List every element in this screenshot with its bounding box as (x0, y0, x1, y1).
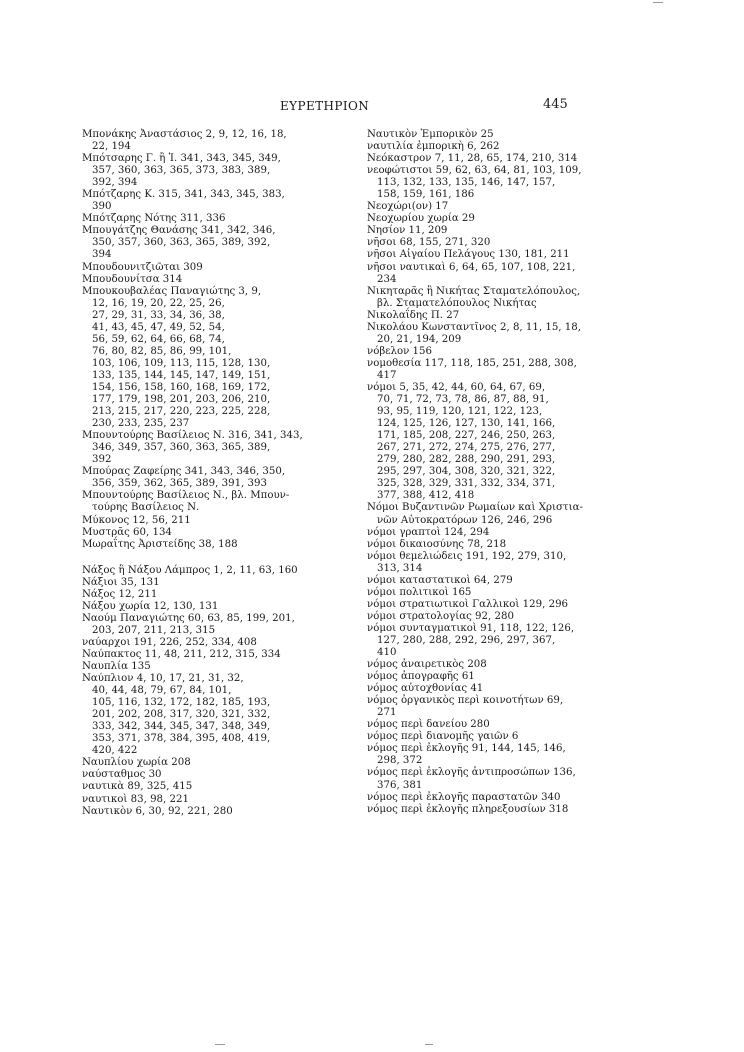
scan-mark (425, 1044, 433, 1045)
index-entry (82, 806, 312, 818)
index-entry-line: Νικολάου Κωνσταντῖνος 2, 8, 11, 15, 18, (367, 321, 581, 333)
index-entry-continuation: 392 (92, 454, 112, 466)
index-entry-line: νόμοι θεμελιώδεις 191, 192, 279, 310, (367, 550, 567, 562)
index-entry-line: Ναυπλία 135 (82, 661, 151, 673)
index-entry (82, 577, 312, 589)
index-entry (367, 262, 594, 286)
index-entry (82, 189, 312, 213)
index-entry-continuation: 213, 215, 217, 220, 223, 225, 228, (92, 406, 271, 418)
index-entry (367, 575, 594, 587)
index-entry (367, 141, 594, 153)
scan-mark (653, 2, 663, 3)
index-entry (367, 743, 594, 767)
index-entry-line: Μπουδουνίτσα 314 (82, 273, 183, 285)
index-entry-line: νόμοι στρατιωτικοὶ Γαλλικοὶ 129, 296 (367, 598, 569, 610)
index-entry-line: Μπουδουνιτζιῶται 309 (82, 261, 203, 273)
index-entry (367, 527, 594, 539)
index-entry (367, 551, 594, 575)
index-entry-line: ναύσταθμος 30 (82, 769, 162, 781)
index-entry (82, 565, 312, 577)
index-entry-continuation: 350, 357, 360, 363, 365, 389, 392, (92, 237, 271, 249)
index-entry-line: ναυτιλία ἐμπορικὴ 6, 262 (367, 141, 500, 153)
index-entry (367, 358, 594, 382)
index-entry-line: νόμος περὶ ἐκλογῆς 91, 144, 145, 146, (367, 743, 566, 755)
index-entry-line: νόμος περὶ διανομῆς γαιῶν 6 (367, 731, 519, 743)
index-entry-continuation: 394 (92, 249, 112, 261)
index-entry (82, 515, 312, 527)
index-entry-line: Μύκονος 12, 56, 211 (82, 514, 191, 526)
index-entry-continuation: 313, 314 (377, 562, 423, 574)
index-entry (367, 804, 594, 816)
index-entry-continuation: 103, 106, 109, 113, 115, 128, 130, (92, 357, 271, 369)
index-entry-line: νομοθεσία 117, 118, 185, 251, 288, 308, (367, 357, 577, 369)
index-entry-line: Ναυτικὸν 6, 30, 92, 221, 280 (82, 805, 233, 817)
index-entry-continuation: 357, 360, 363, 365, 373, 383, 389, (92, 165, 271, 177)
index-entry-continuation: 171, 185, 208, 227, 246, 250, 263, (377, 430, 556, 442)
index-entry-line: Νησίον 11, 209 (367, 225, 448, 237)
index-entry-continuation: 390 (92, 201, 112, 213)
index-entry-continuation: 234 (377, 273, 397, 285)
index-entry-line: νόμοι γραπτοὶ 124, 294 (367, 526, 490, 538)
index-entry-line: Μωραΐτης Ἀριστείδης 38, 188 (82, 538, 238, 550)
index-entry (82, 430, 312, 466)
index-entry-continuation: 279, 280, 282, 288, 290, 291, 293, (377, 454, 556, 466)
index-entry (367, 695, 594, 719)
index-entry-line: ναυτικοὶ 83, 98, 221 (82, 793, 189, 805)
index-entry-continuation: 22, 194 (92, 141, 131, 153)
index-entry-continuation: 271 (377, 707, 397, 719)
index-entry-continuation: 127, 280, 288, 292, 296, 297, 367, (377, 634, 556, 646)
index-entry (82, 649, 312, 661)
index-entry (367, 539, 594, 551)
index-entry-line: Μπουντούρης Βασίλειος Ν., βλ. Μπουν- (82, 490, 290, 502)
index-entry-continuation: 325, 328, 329, 331, 332, 334, 371, (377, 478, 556, 490)
index-entry-line: νόμος περὶ ἐκλογῆς ἀντιπροσώπων 136, (367, 767, 576, 779)
index-entry-line: νόμοι δικαιοσύνης 78, 218 (367, 538, 507, 550)
index-entry-continuation: τούρης Βασίλειος Ν. (92, 502, 200, 514)
index-entry-line: νόμος περὶ δανείου 280 (367, 719, 490, 731)
index-entry-line: Νάξος ἢ Νάξου Λάμπρος 1, 2, 11, 63, 160 (82, 564, 298, 576)
index-entry (367, 767, 594, 791)
index-entry-line: Μυστρᾶς 60, 134 (82, 526, 172, 538)
index-entry (367, 611, 594, 623)
index-entry-line: Νικολαΐδης Π. 27 (367, 309, 460, 321)
index-entry (82, 673, 312, 757)
page-number: 445 (543, 97, 568, 112)
index-entry-line: νόμοι συνταγματικοὶ 91, 118, 122, 126, (367, 622, 575, 634)
index-entry-continuation: 267, 271, 272, 274, 275, 276, 277, (377, 442, 556, 454)
index-entry-continuation: 56, 59, 62, 64, 66, 68, 74, (92, 333, 225, 345)
index-entry (367, 382, 594, 502)
index-entry-continuation: 417 (377, 369, 397, 381)
index-entry-line: Μπότζαρης Κ. 315, 341, 343, 345, 383, (82, 189, 285, 201)
index-entry (82, 129, 312, 153)
index-entry-line: Ναύπλιον 4, 10, 17, 21, 31, 32, (82, 673, 244, 685)
index-entry-continuation: 333, 342, 344, 345, 347, 348, 349, (92, 721, 271, 733)
index-entry-line: Νάξου χωρία 12, 130, 131 (82, 600, 219, 612)
index-entry-line: Μπουκουβαλέας Παναγιώτης 3, 9, (82, 285, 262, 297)
index-entry-line: νόμοι πολιτικοὶ 165 (367, 586, 472, 598)
index-entry-continuation: 201, 202, 208, 317, 320, 321, 332, (92, 709, 271, 721)
index-entry (367, 225, 594, 237)
index-entry-line: Μπούρας Ζαφείρης 341, 343, 346, 350, (82, 466, 286, 478)
index-entry-continuation: 353, 371, 378, 384, 395, 408, 419, (92, 733, 271, 745)
index-entry-line: Ναυτικὸν Ἐμπορικὸν 25 (367, 129, 494, 140)
index-entry-continuation: 230, 233, 235, 237 (92, 418, 190, 430)
index-entry-line: Νικηταρᾶς ἢ Νικήτας Σταματελόπουλος, (367, 285, 581, 297)
index-entry (367, 731, 594, 743)
index-entry (82, 527, 312, 539)
index-entry-line: Νεόκαστρον 7, 11, 28, 65, 174, 210, 314 (367, 153, 578, 165)
index-entry (367, 599, 594, 611)
index-entry-continuation: 105, 116, 132, 172, 182, 185, 193, (92, 697, 271, 709)
index-entry (82, 153, 312, 189)
index-entry-continuation: 20, 21, 194, 209 (377, 333, 462, 345)
index-entry-continuation: βλ. Σταματελόπουλος Νικήτας (377, 297, 537, 309)
index-entry-line: Μπουντούρης Βασίλειος Ν. 316, 341, 343, (82, 430, 303, 442)
index-entry (82, 757, 312, 769)
index-entry-line: νῆσοι Αἰγαίου Πελάγους 130, 181, 211 (367, 249, 570, 261)
index-entry (367, 587, 594, 599)
index-entry (367, 213, 594, 225)
index-entry (367, 165, 594, 201)
index-entry-line: νόβελον 156 (367, 345, 432, 357)
index-entry (82, 262, 312, 274)
index-entry-continuation: 158, 159, 161, 186 (377, 189, 475, 201)
index-entry-continuation: 376, 381 (377, 779, 423, 791)
index-entry (82, 539, 312, 551)
index-entry-continuation: 298, 372 (377, 755, 423, 767)
index-entry (367, 201, 594, 213)
index-entry-line: Μπουγάτζης Θανάσης 341, 342, 346, (82, 225, 276, 237)
index-entry-line: νόμοι 5, 35, 42, 44, 60, 64, 67, 69, (367, 381, 546, 393)
index-entry-continuation: 124, 125, 126, 127, 130, 141, 166, (377, 418, 556, 430)
index-entry-line: νόμος ἀναιρετικὸς 208 (367, 659, 487, 671)
index-entry (367, 683, 594, 695)
index-entry-line: Ναούμ Παναγιώτης 60, 63, 85, 199, 201, (82, 612, 295, 624)
index-entry (82, 286, 312, 431)
index-entry-continuation: 356, 359, 362, 365, 389, 391, 393 (92, 478, 267, 490)
index-entry (82, 490, 312, 514)
index-entry-line: Νεοχωρίου χωρία 29 (367, 213, 475, 225)
index-entry-continuation: 70, 71, 72, 73, 78, 86, 87, 88, 91, (377, 394, 549, 406)
index-entry (82, 466, 312, 490)
index-entry-continuation: 93, 95, 119, 120, 121, 122, 123, (377, 406, 543, 418)
index-entry (367, 502, 594, 526)
index-entry-line: Νόμοι Βυζαντινῶν Ρωμαίων καὶ Χριστια- (367, 502, 583, 514)
index-entry-continuation: 346, 349, 357, 360, 363, 365, 389, (92, 442, 271, 454)
index-entry-continuation: 133, 135, 144, 145, 147, 149, 151, (92, 369, 271, 381)
index-entry-line: Νεοχώρι(ον) 17 (367, 201, 449, 213)
index-entry (367, 129, 594, 141)
index-entry-continuation: 41, 43, 45, 47, 49, 52, 54, (92, 321, 225, 333)
index-entry-continuation: 420, 422 (92, 745, 138, 757)
index-entry (82, 781, 312, 793)
index-entry-line: Μπότζαρης Νότης 311, 336 (82, 213, 226, 225)
index-entry-line: νῆσοι 68, 155, 271, 320 (367, 237, 491, 249)
index-entry (82, 601, 312, 613)
scan-mark (215, 1044, 225, 1045)
index-entry (82, 661, 312, 673)
index-entry-line: νόμος ἀπογραφῆς 61 (367, 671, 475, 683)
index-entry-line: Μπονάκης Ἀναστάσιος 2, 9, 12, 16, 18, (82, 129, 287, 140)
index-entry-line: νόμοι στρατολογίας 92, 280 (367, 610, 514, 622)
index-entry-continuation: 410 (377, 647, 397, 659)
index-entry-line: ναυτικὰ 89, 325, 415 (82, 781, 193, 793)
index-column-left (82, 129, 312, 818)
index-entry (367, 310, 594, 322)
index-entry-line: νόμος περὶ ἐκλογῆς πληρεξουσίων 318 (367, 803, 569, 815)
index-entry (82, 613, 312, 637)
index-entry (367, 346, 594, 358)
index-entry-line: ναύαρχοι 191, 226, 252, 334, 408 (82, 636, 257, 648)
index-entry-line: νεοφώτιστοι 59, 62, 63, 64, 81, 103, 109, (367, 165, 582, 177)
index-entry (82, 589, 312, 601)
index-entry-continuation: 27, 29, 31, 33, 34, 36, 38, (92, 309, 225, 321)
index-column-right (367, 129, 594, 816)
index-entry (367, 659, 594, 671)
index-entry-line: Ναύπακτος 11, 48, 211, 212, 315, 334 (82, 648, 281, 660)
index-entry-continuation: 295, 297, 304, 308, 320, 321, 322, (377, 466, 556, 478)
index-entry (367, 153, 594, 165)
index-entry-line: Ναυπλίου χωρία 208 (82, 757, 191, 769)
index-entry-continuation: 40, 44, 48, 79, 67, 84, 101, (92, 685, 232, 697)
index-entry-continuation: 377, 388, 412, 418 (377, 490, 475, 502)
index-entry-continuation: 154, 156, 158, 160, 168, 169, 172, (92, 381, 271, 393)
index-entry-continuation: 177, 179, 198, 201, 203, 206, 210, (92, 394, 271, 406)
index-entry-line: νῆσοι ναυτικαὶ 6, 64, 65, 107, 108, 221, (367, 261, 576, 273)
index-entry-line: νόμος περὶ ἐκλογῆς παραστατῶν 340 (367, 791, 561, 803)
index-entry (82, 637, 312, 649)
index-entry (367, 719, 594, 731)
index-entry-continuation: 113, 132, 133, 135, 146, 147, 157, (377, 177, 556, 189)
index-entry-line: Μπότσαρης Γ. ἢ Ἰ. 341, 343, 345, 349, (82, 153, 281, 165)
index-entry-continuation: νῶν Αὐτοκρατόρων 126, 246, 296 (377, 514, 553, 526)
index-entry (82, 769, 312, 781)
index-entry-continuation: 203, 207, 211, 213, 315 (92, 624, 216, 636)
index-entry (82, 213, 312, 225)
index-entry-line: νόμος ὀργανικὸς περὶ κοινοτήτων 69, (367, 695, 564, 707)
index-entry (367, 249, 594, 261)
index-entry (82, 794, 312, 806)
index-entry (82, 225, 312, 261)
index-entry-continuation: 392, 394 (92, 177, 138, 189)
index-entry-line: νόμοι καταστατικοὶ 64, 279 (367, 574, 513, 586)
index-entry-continuation: 76, 80, 82, 85, 86, 99, 101, (92, 345, 232, 357)
index-entry (367, 286, 594, 310)
index-entry (367, 792, 594, 804)
index-entry (367, 671, 594, 683)
index-entry-line: Νάξος 12, 211 (82, 588, 158, 600)
index-entry (367, 623, 594, 659)
running-header-title: ΕΥΡΕΤΗΡΙΟΝ (280, 99, 370, 113)
index-entry (367, 322, 594, 346)
index-entry (82, 274, 312, 286)
index-entry-line: Νάξιοι 35, 131 (82, 576, 160, 588)
index-entry-line: νόμος αὐτοχθονίας 41 (367, 683, 484, 695)
index-entry (367, 237, 594, 249)
index-entry-continuation: 12, 16, 19, 20, 22, 25, 26, (92, 297, 225, 309)
